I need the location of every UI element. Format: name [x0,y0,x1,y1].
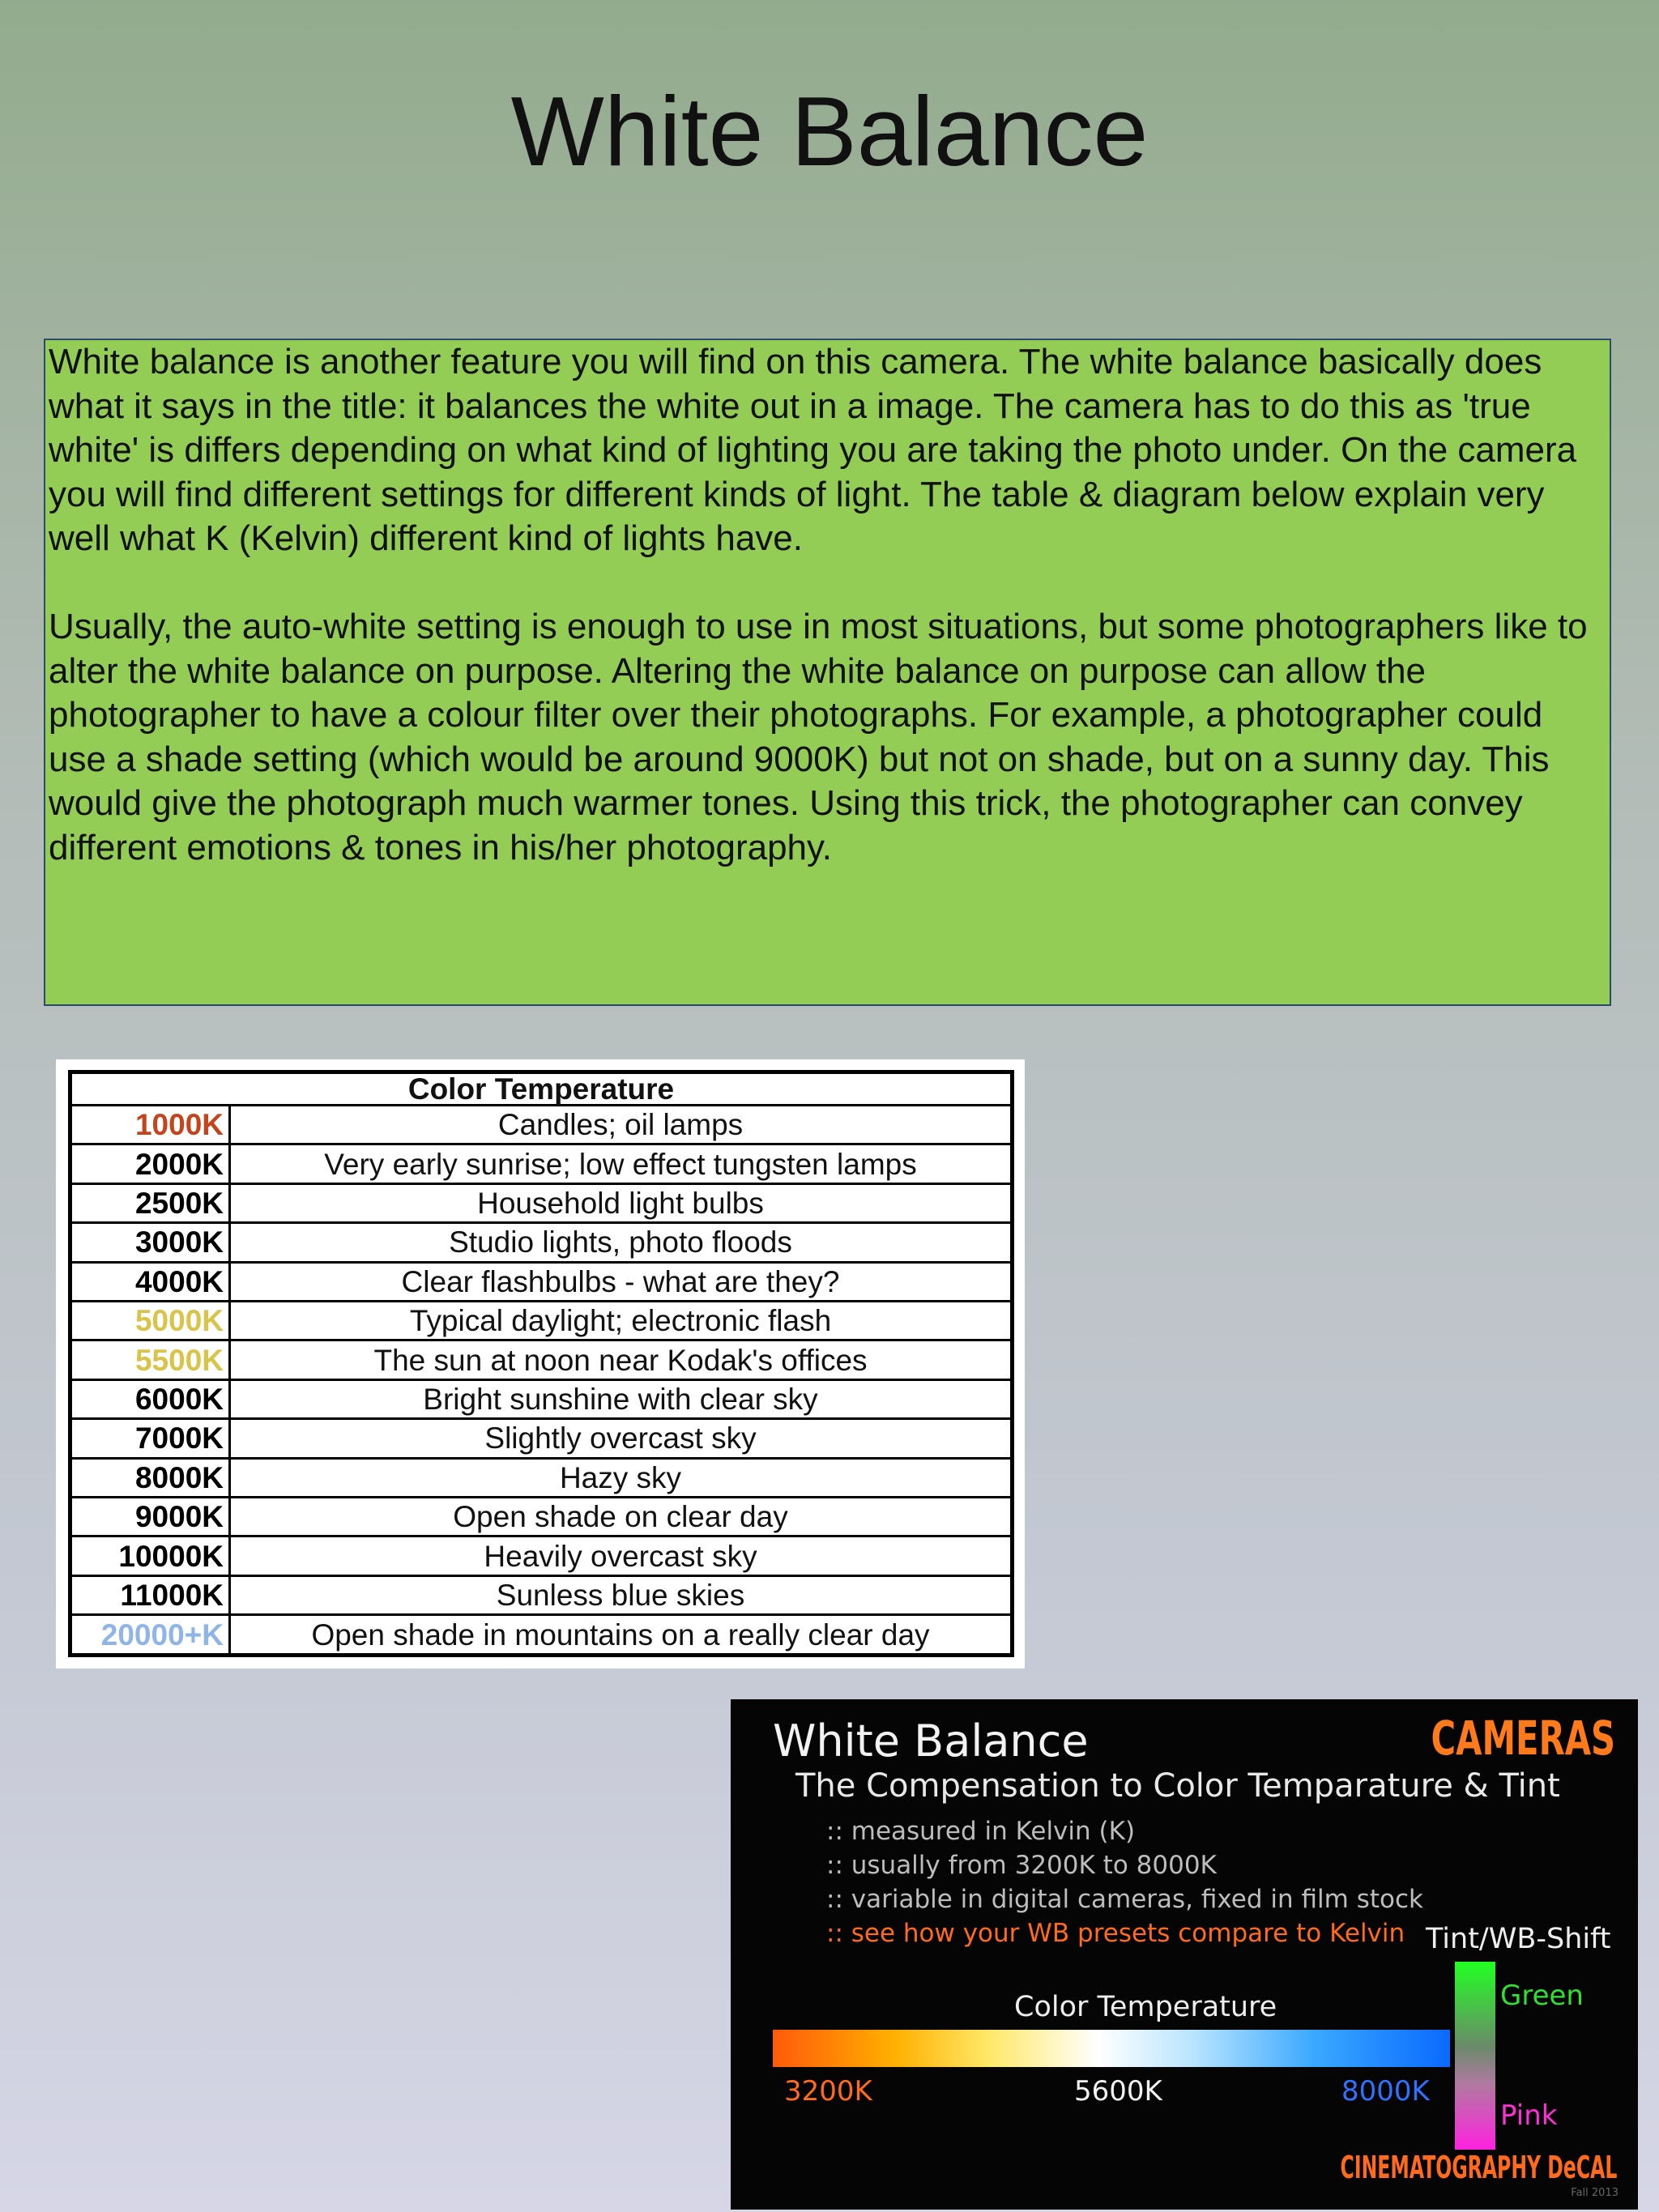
table-row [70,1498,1013,1536]
kelvin-cell: 7000K [70,1419,230,1458]
color-temperature-table [68,1070,1014,1657]
description-cell: Hazy sky [230,1458,1013,1497]
tint-gradient-bar [1455,1962,1495,2150]
description-cell: Bright sunshine with clear sky [230,1379,1013,1418]
description-cell: Typical daylight; electronic flash [230,1302,1013,1340]
diagram-bullets [826,1814,1423,1950]
description-cell: Heavily overcast sky [230,1536,1013,1575]
table-row [70,1302,1013,1340]
color-temperature-label: Color Temperature [1014,1991,1277,2023]
table-row [70,1144,1013,1183]
table-row [70,1536,1013,1575]
kelvin-cell: 9000K [70,1498,230,1536]
description-cell: Open shade in mountains on a really clear day [230,1615,1013,1656]
kelvin-cell: 3000K [70,1223,230,1262]
table-row [70,1340,1013,1379]
description-cell: The sun at noon near Kodak's offices [230,1340,1013,1379]
bullet-item: :: measured in Kelvin (K) [826,1817,1136,1846]
kelvin-cell: 10000K [70,1536,230,1575]
description-cell: Open shade on clear day [230,1498,1013,1536]
diagram-subtitle: The Compensation to Color Temparature & Tint [795,1767,1560,1805]
description-box [44,339,1611,1006]
kelvin-cell: 4000K [70,1262,230,1301]
kelvin-high-label: 8000K [1341,2075,1430,2108]
kelvin-cell: 5000K [70,1302,230,1340]
table-row [70,1379,1013,1418]
table-row [70,1223,1013,1262]
cameras-logo: CAMERAS [1431,1711,1615,1766]
description-cell: Slightly overcast sky [230,1419,1013,1458]
table-row [70,1615,1013,1656]
page-title: White Balance [510,76,1149,186]
kelvin-cell: 2000K [70,1144,230,1183]
description-cell: Candles; oil lamps [230,1106,1013,1144]
table-row [70,1262,1013,1301]
description-cell: Studio lights, photo floods [230,1223,1013,1262]
table-row [70,1106,1013,1144]
description-cell: Household light bulbs [230,1183,1013,1222]
footer-small-text: Fall 2013 [1571,2187,1618,2199]
bullet-item-highlight: :: see how your WB presets compare to Kelvin [826,1919,1405,1948]
description-cell: Sunless blue skies [230,1575,1013,1614]
table-row [70,1458,1013,1497]
kelvin-cell: 8000K [70,1458,230,1497]
table-row [70,1419,1013,1458]
description-cell: Very early sunrise; low effect tungsten lamps [230,1144,1013,1183]
table-header: Color Temperature [70,1072,1013,1106]
description-cell: Clear flashbulbs - what are they? [230,1262,1013,1301]
paragraph-usage: Usually, the auto-white setting is enough to use in most situations, but some photographers like to alter the white balance on purpose. Altering the white balance on purpose can allow the photographer to have a colour filter over their photographs. For example, a photographer could use a shade setting (which would be around 9000K) but not on shade, but on a sunny day. This would give the photograph much warmer tones. Using this trick, the photographer can convey different emotions & tones in his/her photography. [49,607,1588,867]
bullet-item: :: variable in digital cameras, fixed in film stock [826,1885,1423,1914]
color-temperature-gradient-bar [773,2030,1450,2067]
diagram-title: White Balance [773,1715,1089,1767]
tint-title: Tint/WB-Shift [1426,1923,1611,1955]
cinematography-decal-logo: CINEMATOGRAPHY DeCAL [1340,2150,1617,2185]
kelvin-cell: 20000+K [70,1615,230,1656]
kelvin-cell: 1000K [70,1106,230,1144]
bullet-item: :: usually from 3200K to 8000K [826,1851,1217,1880]
table-row [70,1575,1013,1614]
tint-pink-label: Pink [1500,2099,1558,2132]
kelvin-cell: 5500K [70,1340,230,1379]
kelvin-low-label: 3200K [784,2075,872,2108]
kelvin-cell: 11000K [70,1575,230,1614]
white-balance-diagram [731,1699,1638,2210]
kelvin-cell: 2500K [70,1183,230,1222]
table-row [70,1183,1013,1222]
paragraph-intro: White balance is another feature you will find on this camera. The white balance basically does what it says in the title: it balances the white out in a image. The camera has to do this as 'true white' is differs depending on what kind of lighting you are taking the photo under. On the camera you will find different settings for different kinds of light. The table & diagram below explain very well what K (Kelvin) different kind of lights have. [49,342,1577,558]
table-header-row [70,1072,1013,1106]
tint-green-label: Green [1500,1980,1584,2012]
color-temperature-table-image [56,1059,1025,1669]
kelvin-mid-label: 5600K [1074,2075,1162,2108]
kelvin-cell: 6000K [70,1379,230,1418]
